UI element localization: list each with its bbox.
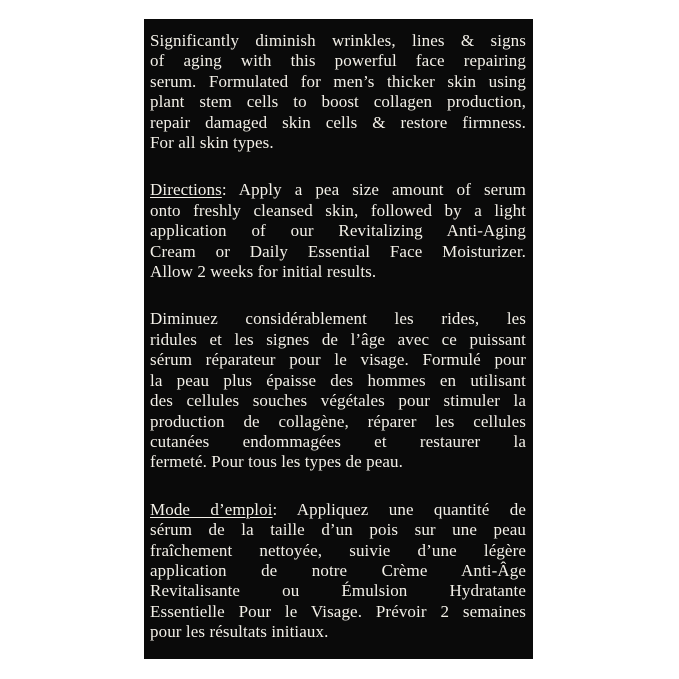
text-segment: la peau plus épaisse des hommes en utilisant xyxy=(150,370,526,390)
text-segment: des cellules souches végétales pour stimuler la xyxy=(150,391,526,411)
text-line xyxy=(150,622,526,642)
text-segment: : Apply a pea size amount of serum xyxy=(221,180,526,200)
text-line xyxy=(150,391,526,411)
text-segment: repair damaged skin cells & restore firmness. xyxy=(150,112,526,132)
product-label xyxy=(144,19,533,659)
underlined-heading: Directions xyxy=(150,180,222,200)
text-line xyxy=(150,350,526,370)
text-line xyxy=(150,262,526,282)
text-line xyxy=(150,92,526,112)
text-segment: cutanées endommagées et restaurer la xyxy=(150,431,526,451)
text-line xyxy=(150,133,526,153)
text-line xyxy=(150,500,526,520)
text-segment: application de notre Crème Anti-Âge xyxy=(150,560,526,580)
text-line xyxy=(150,180,526,200)
text-segment: Revitalisante ou Émulsion Hydratante xyxy=(150,581,526,601)
underlined-heading: Mode d’emploi xyxy=(150,499,273,519)
text-segment: application of our Revitalizing Anti-Aging xyxy=(150,221,526,241)
text-segment: Diminuez considérablement les rides, les xyxy=(150,309,526,329)
text-segment: ridules et les signes de l’âge avec ce puissant xyxy=(150,329,526,349)
text-line xyxy=(150,371,526,391)
paragraph-directions-french xyxy=(150,500,526,643)
text-segment: serum. Formulated for men’s thicker skin using xyxy=(150,71,526,91)
label-paragraphs xyxy=(150,31,526,643)
text-line xyxy=(150,201,526,221)
paragraph-french-description xyxy=(150,309,526,472)
text-line xyxy=(150,309,526,329)
text-line xyxy=(150,113,526,133)
text-line xyxy=(150,412,526,432)
text-line xyxy=(150,432,526,452)
paragraph-english-description xyxy=(150,31,526,153)
text-line xyxy=(150,242,526,262)
paragraph-directions-english xyxy=(150,180,526,282)
text-line xyxy=(150,520,526,540)
text-segment: For all skin types. xyxy=(150,133,274,153)
text-line xyxy=(150,51,526,71)
text-segment: of aging with this powerful face repairing xyxy=(150,51,526,71)
text-segment: sérum réparateur pour le visage. Formulé pour xyxy=(150,350,526,370)
text-segment: fermeté. Pour tous les types de peau. xyxy=(150,452,403,472)
text-segment: fraîchement nettoyée, suivie d’une légère xyxy=(150,540,526,560)
text-line xyxy=(150,541,526,561)
text-line xyxy=(150,602,526,622)
text-segment: sérum de la taille d’un pois sur une peau xyxy=(150,520,526,540)
text-segment: production de collagène, réparer les cellules xyxy=(150,411,526,431)
text-line xyxy=(150,452,526,472)
text-line xyxy=(150,330,526,350)
text-segment: plant stem cells to boost collagen production, xyxy=(150,92,526,112)
text-segment: Allow 2 weeks for initial results. xyxy=(150,262,377,282)
text-segment: : Appliquez une quantité de xyxy=(272,499,526,519)
text-segment: Essentielle Pour le Visage. Prévoir 2 semaines xyxy=(150,601,526,621)
text-line xyxy=(150,561,526,581)
text-line xyxy=(150,221,526,241)
text-line xyxy=(150,31,526,51)
text-line xyxy=(150,72,526,92)
text-line xyxy=(150,581,526,601)
text-segment: Significantly diminish wrinkles, lines & signs xyxy=(150,31,526,50)
text-segment: Cream or Daily Essential Face Moisturizer. xyxy=(150,241,526,261)
text-segment: onto freshly cleansed skin, followed by a light xyxy=(150,200,526,220)
text-segment: pour les résultats initiaux. xyxy=(150,622,329,642)
